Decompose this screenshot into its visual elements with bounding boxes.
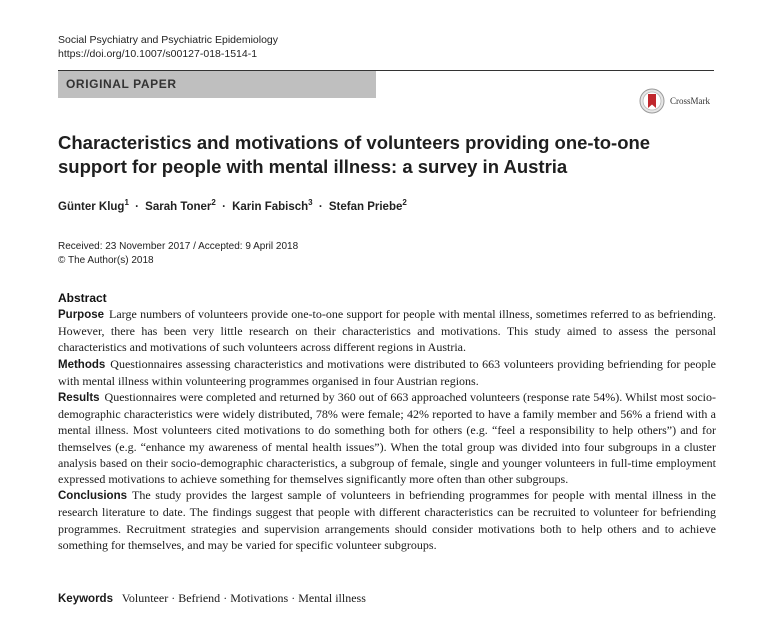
keyword: Motivations bbox=[230, 591, 289, 605]
article-title: Characteristics and motivations of volunteers providing one-to-one support for people with mental illness: a survey in Austria bbox=[58, 132, 651, 177]
author-separator: · bbox=[318, 201, 323, 213]
journal-header bbox=[58, 33, 278, 61]
keyword: Volunteer bbox=[121, 591, 169, 605]
keyword-separator: · bbox=[171, 591, 176, 605]
author[interactable]: Sarah Toner$^2$ bbox=[145, 198, 216, 213]
keyword-separator: · bbox=[291, 591, 296, 605]
article-type-band bbox=[58, 71, 376, 98]
author[interactable]: Stefan Priebe$^2$ bbox=[328, 198, 407, 213]
author[interactable]: Karin Fabisch$^3$ bbox=[232, 198, 313, 213]
abstract-results: Results Questionnaires were completed and returned by 360 out of 663 approached volunteers (response rate 54%). Whilst most socio-demographic characteristics were widely distributed, 78% were female; 42% reported to have a family member and 56% a friend with a mental illness. Most volunteers cited motivations to do something both for others (e.g. “feel a responsibility to help others”) and for themselves (e.g. “enhance my awareness of mental health issues”). When the total group was divided into four subgroups in a cluster analysis based on their socio-demographic characteristics, a subgroup of female, single and younger volunteers in full-time employment expressed motivations to achieve something for themselves significantly more often than other subgroups. bbox=[58, 390, 716, 487]
keyword-separator: · bbox=[223, 591, 228, 605]
copyright: © The Author(s) 2018 bbox=[58, 254, 154, 266]
abstract-conclusions: Conclusions The study provides the largest sample of volunteers in befriending programmes for people with mental illness in the research literature to date. The findings suggest that people with different characteristics can be recruited to volunteer for befriending programmes. Recruitment strategies and supervision arrangements should consider motivations both to help others and to achieve something for themselves, and may be varied for specific volunteer subgroups. bbox=[58, 488, 716, 552]
keywords-label: Keywords bbox=[58, 593, 113, 605]
journal-name: Social Psychiatry and Psychiatric Epidemiology bbox=[58, 34, 279, 46]
abstract-methods: Methods Questionnaires assessing characteristics and motivations were distributed to 663 volunteers providing befriending for people with mental illness within volunteering programmes organised in four Austrian regions. bbox=[58, 356, 716, 388]
abstract-body bbox=[58, 306, 716, 553]
received-accepted: Received: 23 November 2017 / Accepted: 9 April 2018 bbox=[58, 241, 299, 252]
article-type: ORIGINAL PAPER bbox=[66, 77, 177, 91]
keyword: Mental illness bbox=[298, 591, 366, 605]
abstract-heading: Abstract bbox=[58, 291, 107, 305]
abstract-purpose: Purpose Large numbers of volunteers provide one-to-one support for people with mental illness, sometimes referred to as befriending. However, there has been very little research on their characteristics and motivations. This study aimed to assess the personal characteristics and motivations of such volunteers across different regions in Austria. bbox=[58, 307, 716, 355]
author-separator: · bbox=[135, 201, 139, 213]
keyword: Befriend bbox=[178, 591, 221, 605]
author-separator: · bbox=[222, 201, 226, 213]
crossmark-badge[interactable] bbox=[639, 88, 729, 114]
doi-link[interactable]: https://doi.org/10.1007/s00127-018-1514-1 bbox=[58, 48, 258, 60]
author-list bbox=[58, 198, 407, 213]
crossmark-label: CrossMark bbox=[670, 96, 710, 106]
keywords bbox=[58, 591, 366, 606]
article-dates bbox=[58, 240, 298, 267]
crossmark-icon bbox=[639, 88, 665, 114]
author[interactable]: Günter Klug$^1$ bbox=[58, 198, 129, 213]
